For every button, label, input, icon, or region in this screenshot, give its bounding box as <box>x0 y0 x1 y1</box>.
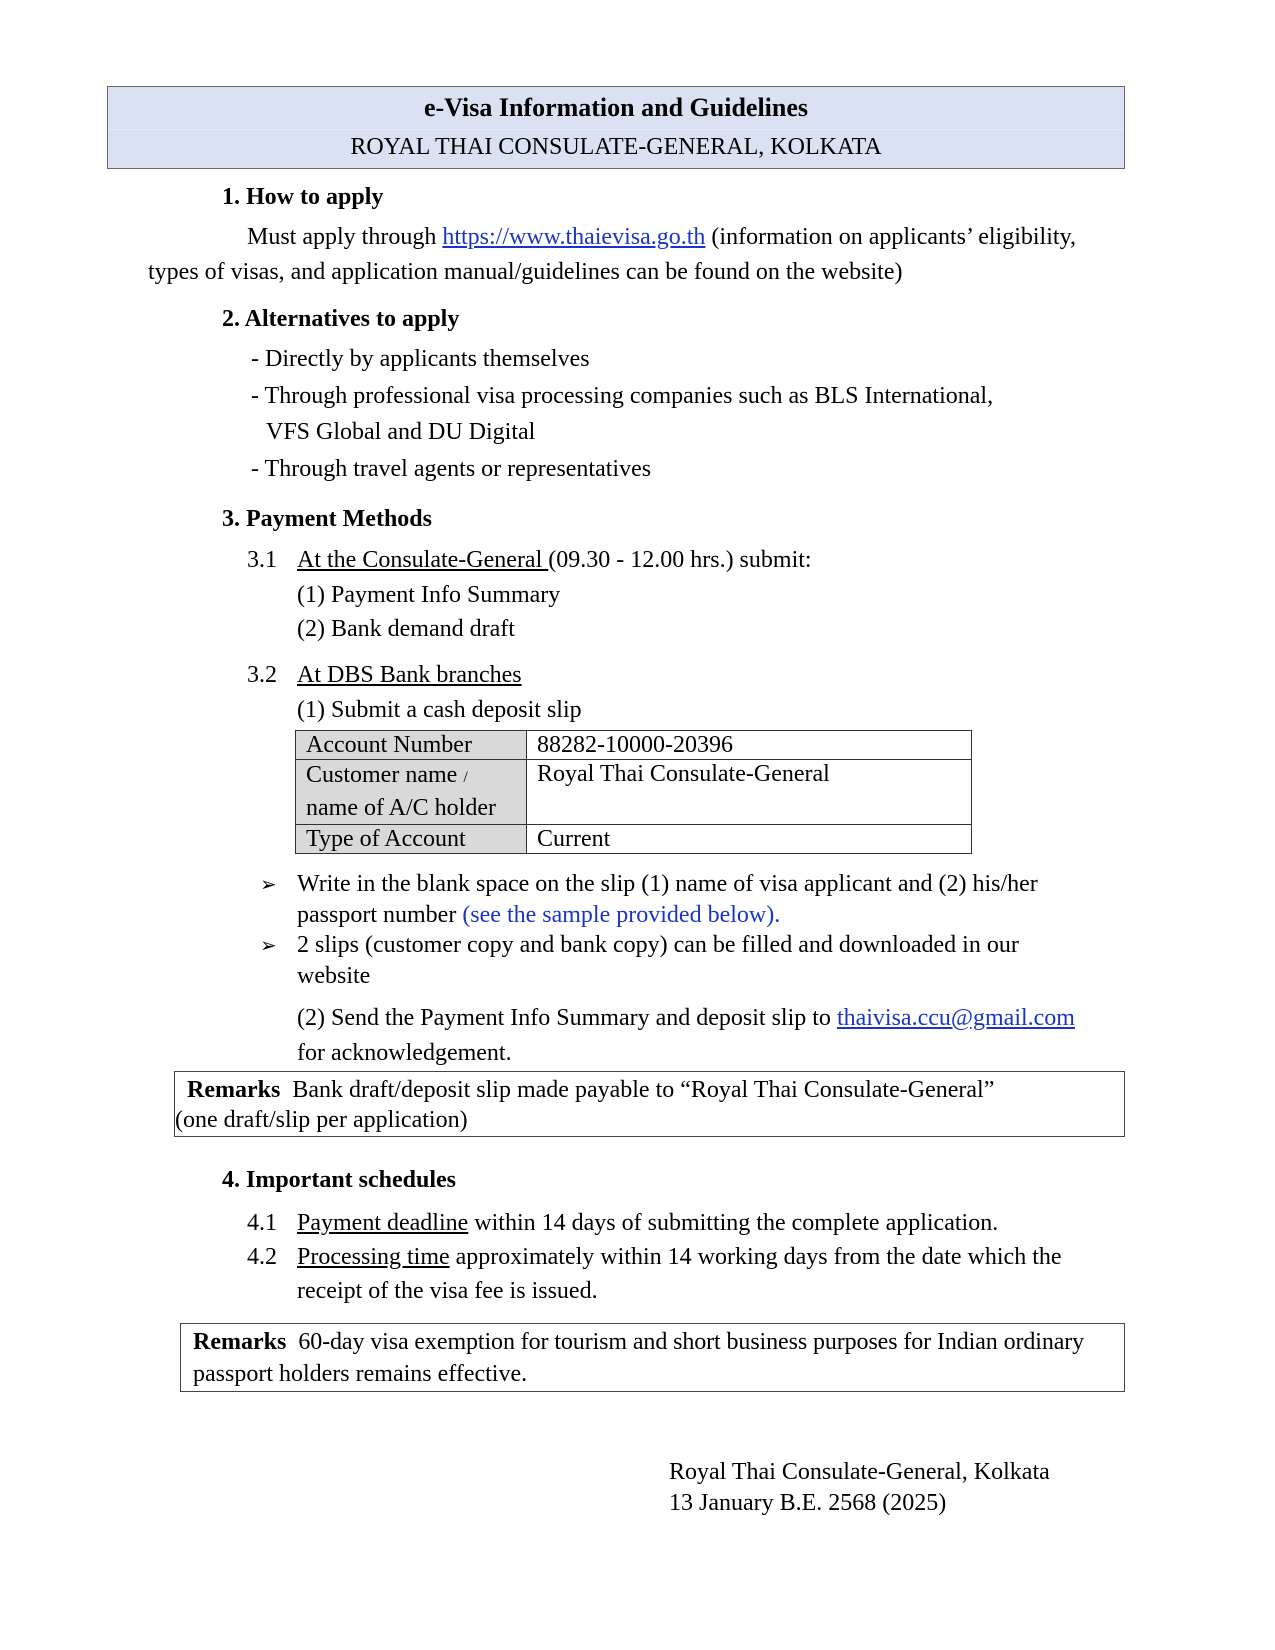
remarks-text: Bank draft/deposit slip made payable to “Royal Thai Consulate-General” <box>292 1077 995 1103</box>
table-row <box>296 825 972 854</box>
schedule-4-1 <box>297 1209 998 1238</box>
schedule-4-2 <box>297 1243 1062 1272</box>
remarks-label: Remarks <box>193 1329 287 1355</box>
alternative-item: - Directly by applicants themselves <box>251 346 590 372</box>
customer-name-label-2: name of A/C holder <box>306 795 496 821</box>
arrow-bullet-icon: ➢ <box>260 935 277 957</box>
apply-text: Must apply through <box>247 224 443 250</box>
arrow-bullet-icon: ➢ <box>260 874 277 896</box>
section-1-line-2: types of visas, and application manual/guidelines can be found on the website) <box>148 259 903 285</box>
section-1-line-1 <box>247 223 1076 252</box>
deposit-step-2-line-2: for acknowledgement. <box>297 1040 512 1066</box>
customer-name-slash: / <box>463 769 468 786</box>
email-link[interactable]: thaivisa.ccu@gmail.com <box>836 1005 1075 1031</box>
send-summary-text: (2) Send the Payment Info Summary and deposit slip to <box>297 1005 837 1031</box>
account-number-value: 88282-10000-20396 <box>527 731 972 760</box>
exemption-remarks-line-2: passport holders remains effective. <box>193 1361 528 1387</box>
alternative-item-continued: VFS Global and DU Digital <box>266 419 536 445</box>
see-sample-text: (see the sample provided below). <box>462 902 781 928</box>
account-details-table <box>295 730 972 854</box>
apply-text-suffix: (information on applicants’ eligibility, <box>705 224 1077 250</box>
processing-time-label: Processing time <box>297 1244 450 1270</box>
deposit-step-1: (1) Submit a cash deposit slip <box>297 697 582 723</box>
schedule-4-1-number: 4.1 <box>247 1210 277 1236</box>
document-subtitle: ROYAL THAI CONSULATE-GENERAL, KOLKATA <box>350 134 882 160</box>
payment-remarks-line-1 <box>187 1076 994 1105</box>
deposit-step-2 <box>297 1004 1075 1033</box>
exemption-remarks-box <box>180 1323 1125 1392</box>
payment-deadline-text: within 14 days of submitting the complete application. <box>468 1210 999 1236</box>
consulate-item: (1) Payment Info Summary <box>297 582 561 608</box>
bullet-1-line-2 <box>297 901 780 930</box>
section-3-heading: 3. Payment Methods <box>222 506 432 532</box>
table-row <box>296 760 972 825</box>
consulate-general-label: At the Consulate-General <box>297 547 549 573</box>
section-1-heading: 1. How to apply <box>222 184 384 210</box>
subsection-3-1-number: 3.1 <box>247 547 277 573</box>
thaievisa-link[interactable]: https://www.thaievisa.go.th <box>442 224 706 250</box>
customer-name-label-1: Customer name <box>306 762 464 788</box>
table-row <box>296 731 972 760</box>
customer-name-label <box>296 760 527 825</box>
payment-remarks-box <box>174 1071 1125 1137</box>
signature-date: 13 January B.E. 2568 (2025) <box>669 1490 947 1516</box>
schedule-4-2-number: 4.2 <box>247 1244 277 1270</box>
account-type-value: Current <box>527 825 972 854</box>
subsection-3-2-number: 3.2 <box>247 662 277 688</box>
remarks-text: 60-day visa exemption for tourism and short business purposes for Indian ordinary <box>298 1329 1085 1355</box>
account-type-label: Type of Account <box>296 825 527 854</box>
bullet-2-line-1: 2 slips (customer copy and bank copy) can be filled and downloaded in our <box>297 932 1019 958</box>
signature-org: Royal Thai Consulate-General, Kolkata <box>669 1459 1050 1485</box>
customer-name-value: Royal Thai Consulate-General <box>527 760 972 825</box>
subsection-3-2-title: At DBS Bank branches <box>297 662 522 688</box>
alternative-item: - Through professional visa processing companies such as BLS International, <box>251 383 994 409</box>
alternative-item: - Through travel agents or representatives <box>251 456 652 482</box>
document-title: e-Visa Information and Guidelines <box>423 93 809 122</box>
remarks-label: Remarks <box>187 1077 281 1103</box>
payment-remarks-line-2: (one draft/slip per application) <box>175 1107 468 1133</box>
consulate-item: (2) Bank demand draft <box>297 616 515 642</box>
subsection-3-1-title <box>297 546 812 575</box>
processing-time-text: approximately within 14 working days from the date which the <box>449 1244 1062 1270</box>
bullet-1-line-1: Write in the blank space on the slip (1) name of visa applicant and (2) his/her <box>297 871 1038 897</box>
exemption-remarks-line-1 <box>193 1328 1084 1357</box>
bullet-2-line-2: website <box>297 963 371 989</box>
account-number-label: Account Number <box>296 731 527 760</box>
consulate-hours: (09.30 - 12.00 hrs.) submit: <box>548 547 812 573</box>
schedule-4-2-line-2: receipt of the visa fee is issued. <box>297 1278 598 1304</box>
passport-number-text: passport number <box>297 902 463 928</box>
payment-deadline-label: Payment deadline <box>297 1210 469 1236</box>
section-4-heading: 4. Important schedules <box>222 1167 457 1193</box>
document-header <box>107 86 1125 169</box>
section-2-heading: 2. Alternatives to apply <box>222 306 460 332</box>
header-divider <box>108 129 1124 130</box>
